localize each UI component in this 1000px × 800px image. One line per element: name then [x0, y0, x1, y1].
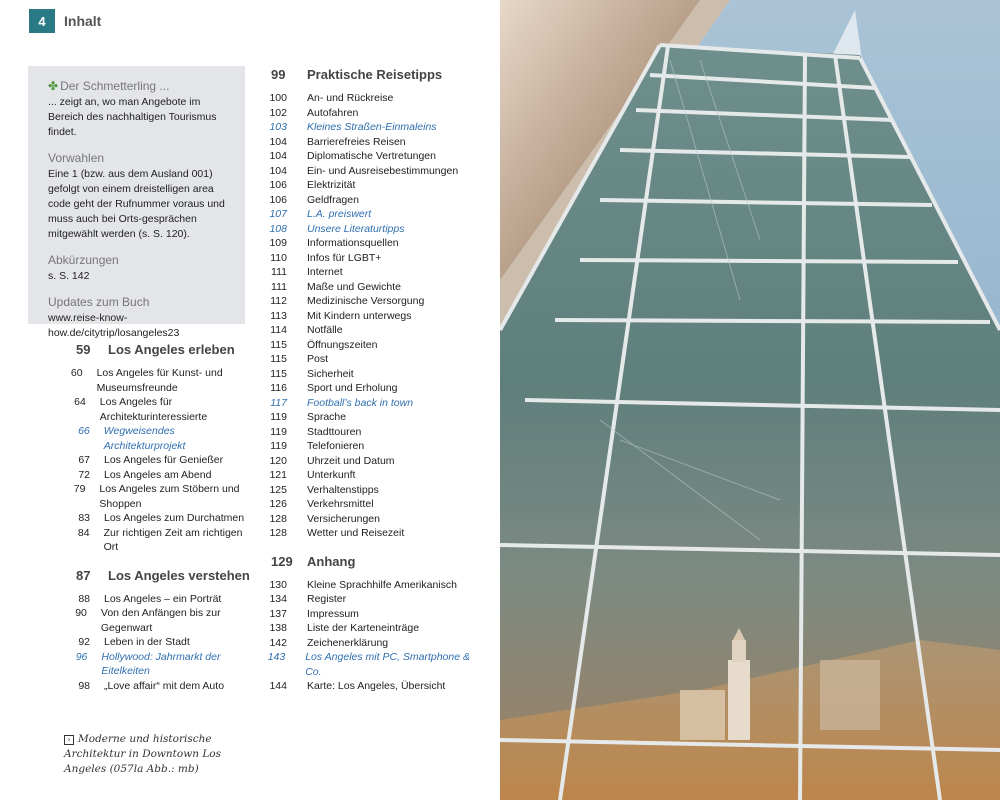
- entry-page-number: 119: [270, 411, 287, 423]
- entry-title: Leben in der Stadt: [104, 636, 190, 648]
- entry-page-number: 98: [78, 679, 90, 692]
- entry-page-number: 84: [77, 526, 90, 539]
- toc-entry: [58, 635, 258, 650]
- section-page-number: 87: [76, 567, 91, 583]
- toc-entry: [58, 650, 258, 679]
- building-photo: [500, 0, 1000, 800]
- entry-page-number: 102: [269, 106, 287, 119]
- page-number-tab: 4: [29, 9, 55, 33]
- entry-page-number: 110: [270, 251, 287, 264]
- entry-page-number: 115: [270, 338, 287, 351]
- entry-title: Kleines Straßen-Einmaleins: [307, 121, 437, 133]
- entry-title: Elektrizität: [307, 179, 356, 191]
- info-text-updates: www.reise-know-how.de/citytrip/losangeles23: [48, 312, 180, 339]
- entry-page-number: 107: [269, 208, 287, 220]
- toc-entry: [258, 251, 478, 266]
- butterfly-icon: ✤: [48, 79, 59, 93]
- entry-page-number: 103: [269, 121, 287, 133]
- entry-page-number: 108: [269, 222, 287, 235]
- info-heading-updates: Updates zum Buch: [48, 295, 150, 309]
- entry-title: Unterkunft: [307, 469, 356, 481]
- entry-page-number: 96: [75, 650, 88, 663]
- entry-title: Zur richtigen Zeit am richtigen Ort: [103, 526, 243, 553]
- info-text-abkuerzungen: s. S. 142: [48, 270, 90, 282]
- entry-title: Maße und Gewichte: [307, 280, 401, 293]
- entry-title: Los Angeles für Genießer: [104, 454, 224, 466]
- toc-entry: [258, 164, 478, 179]
- entry-page-number: 142: [269, 636, 287, 649]
- entry-title: Wetter und Reisezeit: [307, 527, 405, 539]
- entry-page-number: 109: [269, 237, 287, 249]
- toc-entry: [258, 425, 478, 440]
- toc-entry: [258, 149, 478, 164]
- toc-entry: [258, 650, 478, 679]
- section-page-number: 59: [76, 342, 91, 357]
- toc-entry: [258, 483, 478, 498]
- toc-entry: [58, 526, 258, 555]
- entry-title: Infos für LGBT+: [307, 251, 382, 264]
- section-title: Praktische Reisetipps: [307, 67, 443, 82]
- entry-title: Karte: Los Angeles, Übersicht: [307, 680, 446, 692]
- toc-entry: [58, 424, 258, 453]
- entry-title: Los Angeles zum Stöbern und Shoppen: [99, 483, 240, 510]
- entry-page-number: 106: [269, 193, 287, 206]
- entry-title: Verhaltenstipps: [307, 483, 379, 496]
- section-page-number: 99: [271, 67, 286, 82]
- toc-column-left: [58, 341, 258, 705]
- toc-entry: [258, 578, 478, 593]
- entry-title: Los Angeles für Architekturinteressierte: [99, 396, 208, 423]
- entry-title: Mit Kindern unterwegs: [307, 309, 412, 322]
- entry-page-number: 128: [269, 512, 287, 525]
- entry-title: Autofahren: [307, 106, 359, 119]
- info-text-butterfly: ... zeigt an, wo man Angebote im Bereich des nachhaltigen Tourismus findet.: [48, 96, 217, 138]
- entry-page-number: 111: [271, 280, 287, 293]
- entry-title: Uhrzeit und Datum: [307, 454, 395, 467]
- entry-page-number: 117: [270, 396, 287, 409]
- entry-title: Geldfragen: [307, 193, 359, 206]
- toc-entry: [258, 439, 478, 454]
- entry-title: An- und Rückreise: [307, 92, 394, 104]
- toc-entry: [58, 453, 258, 468]
- entry-title: Stadttouren: [307, 425, 362, 438]
- entry-title: L.A. preiswert: [307, 208, 372, 220]
- toc-entry: [58, 679, 258, 694]
- photo-reference-icon: ›: [64, 735, 74, 745]
- entry-title: Internet: [307, 266, 343, 278]
- entry-page-number: 67: [78, 454, 90, 466]
- section-title: Los Angeles verstehen: [108, 567, 250, 583]
- toc-entry: [258, 526, 478, 541]
- entry-page-number: 134: [269, 593, 287, 605]
- entry-title: Von den Anfängen bis zur Gegenwart: [100, 607, 221, 634]
- toc-entry: [258, 178, 478, 193]
- toc-entry: [258, 294, 478, 309]
- toc-entry: [258, 679, 478, 694]
- entry-page-number: 72: [78, 468, 90, 481]
- entry-page-number: 111: [271, 266, 287, 278]
- entry-title: Los Angeles – ein Porträt: [104, 592, 222, 605]
- toc-section-praktische-reisetipps: [258, 66, 478, 83]
- entry-title: Medizinische Versorgung: [307, 295, 425, 307]
- section-page-number: 129: [271, 553, 293, 569]
- info-text-vorwahlen: Eine 1 (bzw. aus dem Ausland 001) gefolgt von einem dreistelligen area code geht der Rufnummer voraus und muss auch bei Orts-gesprächen mitgewählt werden (s. S. 120).: [48, 168, 225, 240]
- entry-page-number: 121: [269, 469, 287, 481]
- entry-title: Informationsquellen: [307, 237, 399, 249]
- entry-title: Unsere Literaturtipps: [307, 222, 405, 235]
- entry-title: „Love affair“ mit dem Auto: [104, 679, 225, 692]
- toc-entry: [258, 120, 478, 135]
- toc-section-los-angeles-erleben: [58, 341, 258, 358]
- entry-title: Notfälle: [307, 324, 343, 336]
- toc-section-anhang: [258, 553, 478, 570]
- entry-title: Öffnungszeiten: [307, 338, 378, 351]
- entry-title: Football’s back in town: [307, 396, 414, 409]
- entry-page-number: 115: [270, 353, 287, 365]
- entry-title: Zeichenerklärung: [307, 636, 389, 649]
- entry-title: Los Angeles für Kunst- und Museumsfreunde: [96, 367, 223, 394]
- entry-page-number: 83: [78, 512, 90, 524]
- photo-caption: › Moderne und historische Architektur in Downtown Los Angeles (057la Abb.: mb): [64, 733, 221, 775]
- entry-page-number: 116: [270, 382, 287, 394]
- entry-page-number: 66: [78, 425, 90, 437]
- entry-page-number: 104: [269, 164, 287, 177]
- page-title: Inhalt: [64, 13, 102, 29]
- entry-page-number: 137: [269, 607, 287, 620]
- entry-page-number: 114: [270, 324, 287, 336]
- toc-column-right: [258, 66, 478, 706]
- toc-entry: [58, 395, 258, 424]
- entry-page-number: 88: [78, 592, 90, 605]
- entry-page-number: 144: [269, 680, 287, 692]
- toc-entry: [258, 636, 478, 651]
- entry-page-number: 92: [78, 636, 90, 648]
- entry-title: Post: [307, 353, 329, 365]
- toc-entry: [58, 468, 258, 483]
- toc-entry: [258, 222, 478, 237]
- toc-entry: [258, 106, 478, 121]
- toc-entry: [58, 592, 258, 607]
- toc-entry: [258, 497, 478, 512]
- entry-title: Liste der Karteneinträge: [307, 622, 420, 634]
- entry-title: Verkehrsmittel: [307, 498, 374, 510]
- toc-entry: [258, 621, 478, 636]
- entry-title: Los Angeles mit PC, Smartphone & Co.: [305, 651, 470, 678]
- toc-entry: [258, 352, 478, 367]
- toc-entry: [58, 606, 258, 635]
- toc-entry: [258, 607, 478, 622]
- toc-entry: [258, 135, 478, 150]
- entry-title: Register: [307, 593, 347, 605]
- entry-title: Los Angeles zum Durchatmen: [104, 512, 245, 524]
- toc-entry: [258, 236, 478, 251]
- toc-entry: [258, 592, 478, 607]
- entry-title: Hollywood: Jahrmarkt der Eitelkeiten: [101, 650, 221, 677]
- toc-entry: [258, 396, 478, 411]
- toc-entry: [258, 323, 478, 338]
- toc-entry: [258, 512, 478, 527]
- entry-title: Sicherheit: [307, 367, 354, 380]
- entry-page-number: 90: [75, 607, 87, 619]
- info-heading-abkuerzungen: Abkürzungen: [48, 253, 119, 267]
- entry-page-number: 128: [269, 527, 287, 539]
- toc-entry: [258, 207, 478, 222]
- entry-title: Kleine Sprachhilfe Amerikanisch: [307, 578, 457, 591]
- entry-page-number: 125: [269, 483, 287, 496]
- entry-page-number: 112: [270, 295, 287, 307]
- entry-title: Ein- und Ausreisebestimmungen: [307, 164, 459, 177]
- toc-entry: [258, 265, 478, 280]
- entry-page-number: 119: [270, 425, 287, 438]
- entry-page-number: 143: [267, 651, 286, 663]
- toc-entry: [58, 511, 258, 526]
- entry-page-number: 119: [270, 440, 287, 452]
- toc-entry: [58, 366, 258, 395]
- entry-title: Versicherungen: [307, 512, 380, 525]
- section-title: Anhang: [307, 553, 356, 569]
- entry-page-number: 64: [74, 396, 86, 408]
- entry-page-number: 138: [269, 622, 287, 634]
- entry-title: Wegweisendes Architekturprojekt: [103, 425, 186, 452]
- toc-entry: [258, 309, 478, 324]
- toc-entry: [258, 280, 478, 295]
- entry-page-number: 130: [269, 578, 287, 591]
- toc-entry: [258, 193, 478, 208]
- toc-entry: [258, 381, 478, 396]
- entry-title: Impressum: [307, 607, 359, 620]
- toc-entry: [258, 468, 478, 483]
- entry-title: Sport und Erholung: [307, 382, 398, 394]
- entry-page-number: 100: [269, 92, 287, 104]
- entry-page-number: 104: [269, 150, 287, 162]
- toc-entry: [258, 410, 478, 425]
- entry-page-number: 120: [269, 454, 287, 467]
- toc-entry: [258, 367, 478, 382]
- entry-page-number: 113: [270, 309, 287, 322]
- toc-entry: [258, 338, 478, 353]
- toc-entry: [58, 482, 258, 511]
- toc-entry: [258, 91, 478, 106]
- toc-entry: [258, 454, 478, 469]
- toc-section-los-angeles-verstehen: [58, 567, 258, 584]
- entry-page-number: 60: [70, 367, 83, 379]
- entry-page-number: 126: [269, 498, 287, 510]
- info-heading-butterfly: ✤ Der Schmetterling ...: [48, 79, 170, 93]
- entry-page-number: 106: [269, 179, 287, 191]
- entry-title: Diplomatische Vertretungen: [307, 150, 436, 162]
- entry-page-number: 104: [269, 135, 287, 148]
- entry-title: Los Angeles am Abend: [104, 468, 212, 481]
- info-heading-vorwahlen: Vorwahlen: [48, 151, 105, 165]
- section-title: Los Angeles erleben: [108, 342, 235, 357]
- entry-page-number: 79: [73, 483, 86, 495]
- entry-title: Telefonieren: [307, 440, 365, 452]
- entry-title: Barrierefreies Reisen: [307, 135, 406, 148]
- info-box: [28, 66, 245, 339]
- entry-page-number: 115: [270, 367, 287, 380]
- entry-title: Sprache: [307, 411, 347, 423]
